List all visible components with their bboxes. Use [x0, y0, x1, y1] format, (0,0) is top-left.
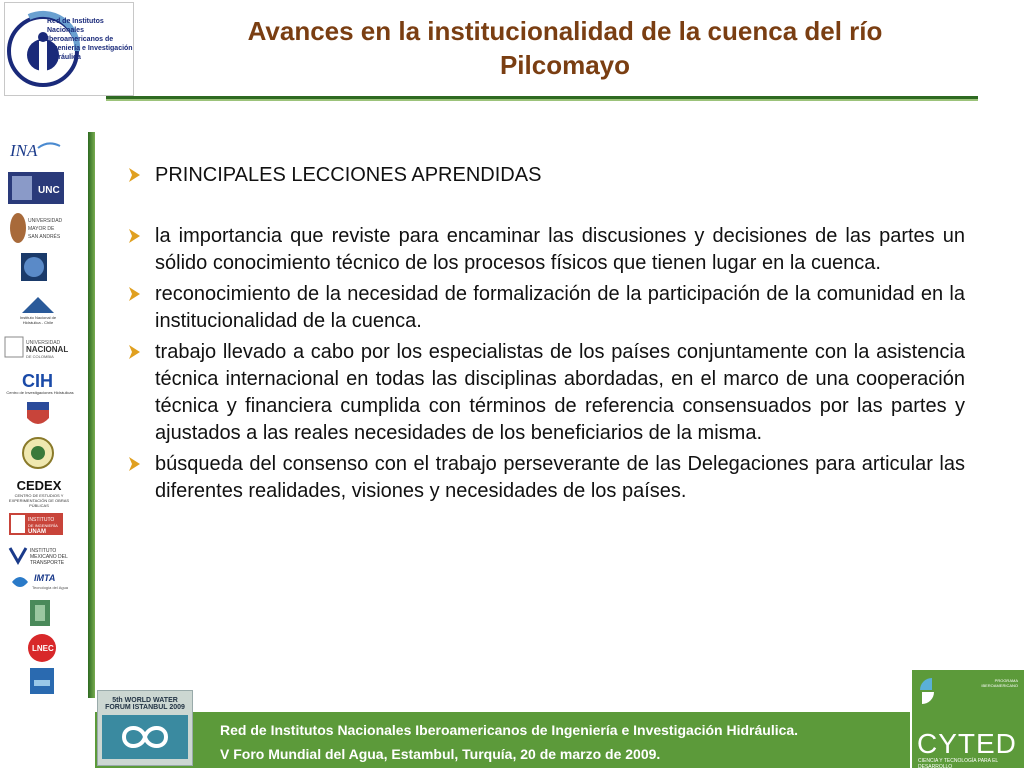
unc-logo [8, 172, 64, 204]
footer-line-1: Red de Institutos Nacionales Iberoamericanos de Ingeniería e Investigación Hidráulica. [220, 722, 799, 738]
svg-text:INSTITUTO: INSTITUTO [28, 517, 55, 523]
title-divider [106, 96, 978, 101]
umsa-logo-icon [8, 210, 64, 246]
unc-logo-text: UNC [38, 185, 60, 196]
imta-logo-icon [10, 570, 76, 592]
cedex-logo: CEDEX CENTRO DE ESTUDIOS Y EXPERIMENTACIÓN DE OBRAS PÚBLICAS [8, 477, 70, 508]
vertical-divider [88, 132, 95, 698]
cih-logo: CIH Centro de Investigaciones Hidráulicas [6, 370, 74, 395]
svg-text:Tecnología del Agua: Tecnología del Agua [32, 585, 69, 590]
svg-text:UNIVERSIDAD: UNIVERSIDAD [26, 340, 61, 346]
ina-logo-text: INA [10, 141, 38, 160]
unam-logo [8, 512, 64, 536]
cih-logo-icon [6, 370, 74, 390]
aztec-logo [28, 598, 52, 628]
bullet-text: trabajo llevado a cabo por los especialistas de los países conjuntamente con la asistencia técnica internacional en todas las disciplinas abordadas, en el marco de una cooperación técnica y financiera cumplida con términos de referencia consensuados por las partes y ajustados a las reales necesidades de los beneficiarios de la misma. [155, 341, 965, 444]
footer-text [220, 718, 798, 766]
round-seal-logo-icon [20, 436, 56, 470]
svg-text:INSTITUTO: INSTITUTO [30, 548, 57, 554]
svg-text:SAN ANDRÉS: SAN ANDRÉS [28, 234, 61, 240]
wwf-logo-text: 5th WORLD WATER FORUM ISTANBUL 2009 [105, 697, 185, 711]
inh-chile-logo [14, 292, 62, 328]
title-line-1: Avances en la institucionalidad de la cuenca del río [247, 16, 883, 46]
imt-logo-icon [8, 544, 78, 566]
list-item-heading [125, 162, 965, 189]
arrow-bullet-icon [125, 455, 143, 473]
footer-line-2: V Foro Mundial del Agua, Estambul, Turquía, 20 de marzo de 2009. [220, 746, 661, 762]
arrow-bullet-icon [125, 343, 143, 361]
seal-logo-icon [20, 252, 48, 282]
svg-text:MAYOR DE: MAYOR DE [28, 226, 55, 232]
shield-logo [24, 400, 52, 430]
world-water-forum-logo [97, 690, 193, 766]
inh-chile-logo-icon [14, 295, 62, 315]
lnec-logo-icon [26, 632, 58, 664]
list-item [125, 281, 965, 335]
ina-logo [8, 136, 62, 164]
cyted-logo [912, 670, 1024, 768]
cyted-name: CYTED [917, 728, 1017, 759]
ina-logo-icon [8, 136, 62, 164]
list-item [125, 451, 965, 505]
section-heading: PRINCIPALES LECCIONES APRENDIDAS [155, 164, 542, 186]
wwf-infinity-icon [98, 691, 192, 765]
svg-text:IMTA: IMTA [34, 573, 56, 583]
blue-square-logo [28, 666, 56, 696]
lnec-logo [26, 632, 58, 664]
unam-logo-icon [8, 512, 64, 536]
logo-text: Red de Institutos Nacionales Iberoamericanos de Ingeniería e Investigación Hidráulica [47, 18, 133, 61]
svg-text:CIH: CIH [22, 370, 53, 390]
svg-text:TRANSPORTE: TRANSPORTE [30, 560, 65, 566]
svg-text:MEXICANO DEL: MEXICANO DEL [30, 554, 68, 560]
bullet-text: reconocimiento de la necesidad de formalización de la participación de la comunidad en la institucionalidad de la cuenca. [155, 283, 965, 332]
cyted-subtitle: CIENCIA Y TECNOLOGÍA PARA EL DESARROLLO [918, 758, 999, 770]
aztec-logo-icon [28, 598, 52, 628]
unal-logo-icon [4, 334, 74, 360]
inh-chile-logo-text: Instituto Nacional de Hidráulica - Chile [19, 315, 57, 325]
arrow-bullet-icon [125, 285, 143, 303]
bullet-text: búsqueda del consenso con el trabajo perseverante de las Delegaciones para articular las diferentes realidades, visiones y necesidades de los países. [155, 453, 965, 502]
svg-text:UNIVERSIDAD: UNIVERSIDAD [28, 218, 63, 224]
arrow-bullet-icon [125, 166, 143, 184]
svg-text:DE INGENIERÍA: DE INGENIERÍA [28, 523, 58, 528]
umsa-logo [8, 210, 64, 246]
svg-text:NACIONAL: NACIONAL [26, 345, 69, 354]
page-title [150, 14, 980, 82]
blue-square-logo-icon [28, 666, 56, 696]
unc-logo-icon [8, 172, 64, 204]
seal-logo [20, 252, 48, 282]
main-content [125, 162, 965, 509]
imta-logo [10, 570, 76, 592]
svg-text:DE COLOMBIA: DE COLOMBIA [26, 354, 54, 359]
list-item [125, 339, 965, 447]
bullet-text: la importancia que reviste para encaminar las discusiones y decisiones de las partes un sólido conocimiento técnico de los procesos físicos que tienen lugar en la cuenca. [155, 225, 965, 274]
cyted-program-text: PROGRAMA IBEROAMERICANO [981, 678, 1018, 688]
list-item [125, 223, 965, 277]
title-line-2: Pilcomayo [499, 50, 631, 80]
round-seal-logo [20, 436, 56, 470]
arrow-bullet-icon [125, 227, 143, 245]
svg-text:LNEC: LNEC [32, 644, 54, 653]
imt-logo [8, 544, 78, 566]
shield-logo-icon [24, 400, 52, 430]
svg-text:UNAM: UNAM [28, 529, 46, 535]
cyted-leaf-icon [918, 676, 948, 706]
rediiih-logo [4, 2, 134, 96]
unal-logo [4, 334, 74, 360]
